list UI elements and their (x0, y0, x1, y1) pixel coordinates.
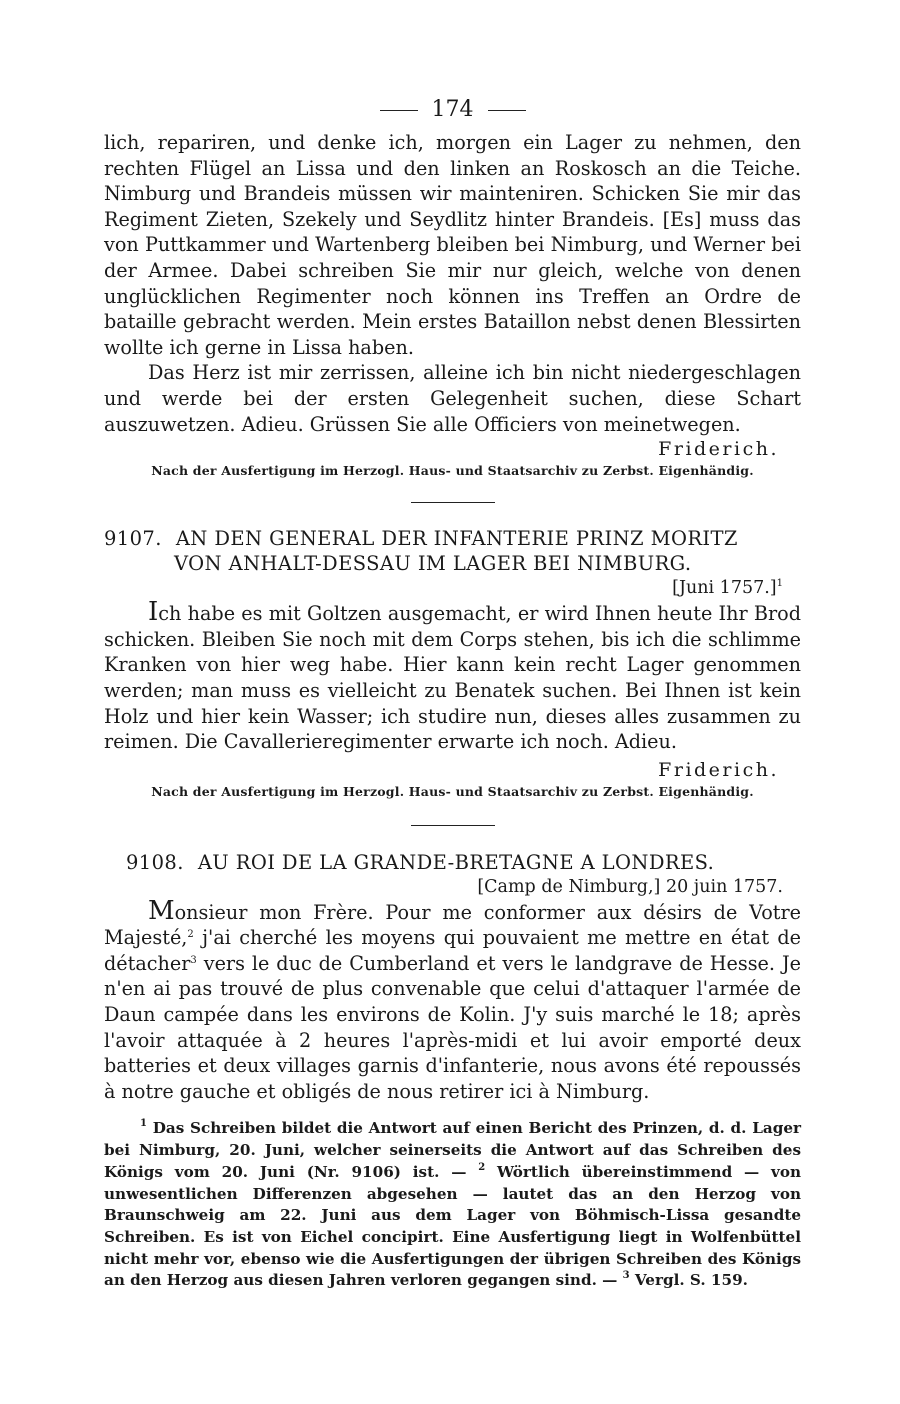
footnote-ref: 3 (190, 954, 197, 966)
signature: Friderich. (658, 758, 779, 781)
letter-9107-body: Ich habe es mit Goltzen ausgemacht, er wird Ihnen heute Ihr Brod schicken. Bleiben Sie noch mit dem Corps stehen, bis ich die schlimme Kranken von hier weg habe. Hier kann kein recht Lager genommen werden; man muss es vielleicht zu Benatek suchen. Bei Ihnen ist kein Holz und hier kein Wasser; ich studire nun, dieses alles zusammen zu reimen. Die Cavallerieregimenter erwarte ich noch. Adieu. (104, 597, 801, 754)
header-dash-right (488, 110, 526, 111)
footnote-ref: 2 (187, 929, 194, 941)
page-header (104, 92, 801, 128)
letter-date: [Camp de Nimburg,] 20 juin 1757. (477, 876, 783, 897)
section-divider (411, 502, 495, 503)
initial-letter: M (148, 895, 175, 926)
letter-number: 9107. (104, 527, 162, 551)
heading-line-1: AU ROI DE LA GRANDE-BRETAGNE A LONDRES. (197, 850, 715, 874)
letter-9107-heading (104, 526, 801, 576)
letter-9108-body: Monsieur mon Frère. Pour me conformer aux désirs de Votre Majesté,$^2$ j'ai cherché les moyens qui pouvaient me mettre en état de détacher$^3$ vers le duc de Cumberland et vers le landgrave de Hesse. Je n'en ai pas trouvé de plus convenable que celui d'attaquer l'armée de Daun campée dans les environs de Kolin. J'y suis marché le 18; après l'avoir attaquée à 2 heures l'après-midi et lui avoir emporté deux batteries et deux villages garnis d'infanterie, nous avons été repoussés à notre gauche et obligés de nous retirer ici à Nimburg. (104, 895, 801, 1103)
source-note: Nach der Ausfertigung im Herzogl. Haus- und Staatsarchiv zu Zerbst. Eigenhändig. (151, 463, 754, 479)
section-divider (411, 825, 495, 826)
letter-9108-heading (104, 850, 801, 875)
footnote-ref: 1 (776, 578, 783, 590)
footnotes (104, 1118, 801, 1292)
initial-letter: I (148, 597, 159, 628)
document-page (104, 92, 801, 1292)
continuation-paragraph-1: lich, repariren, und denke ich, morgen ein Lager zu nehmen, den rechten Flügel an Lissa und den linken an Roskosch an die Teiche. Nimburg und Brandeis müssen wir mainteniren. Schicken Sie mir das Regiment Zieten, Szekely und Seydlitz hinter Brandeis. [Es] muss das von Puttkammer und Wartenberg bleiben bei Nimburg, und Werner bei der Armee. Dabei schreiben Sie mir nur gleich, welche von denen unglücklichen Regimenter noch können ins Treffen an Ordre de bataille gebracht werden. Mein erstes Bataillon nebst denen Blessirten wollte ich gerne in Lissa haben. (104, 131, 801, 359)
source-note: Nach der Ausfertigung im Herzogl. Haus- und Staatsarchiv zu Zerbst. Eigenhändig. (151, 783, 754, 799)
letter-date: [Juni 1757.]$^1$ (672, 578, 783, 599)
heading-line-2: VON ANHALT-DESSAU IM LAGER BEI NIMBURG. (174, 552, 692, 576)
continuation-paragraph-2: Das Herz ist mir zerrissen, alleine ich bin nicht niedergeschlagen und werde bei der ersten Gelegenheit suchen, diese Schart auszuwetzen. Adieu. Grüssen Sie alle Officiers von meinetwegen. (104, 361, 801, 436)
footnote-text: $^1$ Das Schreiben bildet die Antwort auf einen Bericht des Prinzen, d. d. Lager bei Nimburg, 20. Juni, welcher seinerseits die Antwort auf das Schreiben des Königs vom 20. Juni (Nr. 9106) ist. — $^2$ Wörtlich übereinstimmend — von unwesentlichen Differenzen abgesehen — lautet das an den Herzog von Braunschweig am 22. Juni aus dem Lager von Böhmisch-Lissa gesandte Schreiben. Es ist von Eichel concipirt. Eine Ausfertigung liegt in Wolfenbüttel nicht mehr vor, ebenso wie die Ausfertigungen der übrigen Schreiben des Königs an den Herzog aus diesen Jahren verloren gegangen sind. — $^3$ Vergl. S. 159. (104, 1118, 801, 1290)
header-dash-left (380, 110, 418, 111)
signature: Friderich. (658, 438, 779, 461)
heading-line-1: AN DEN GENERAL DER INFANTERIE PRINZ MORITZ (175, 527, 738, 551)
letter-number: 9108. (126, 850, 184, 874)
page-number: 174 (431, 97, 474, 122)
